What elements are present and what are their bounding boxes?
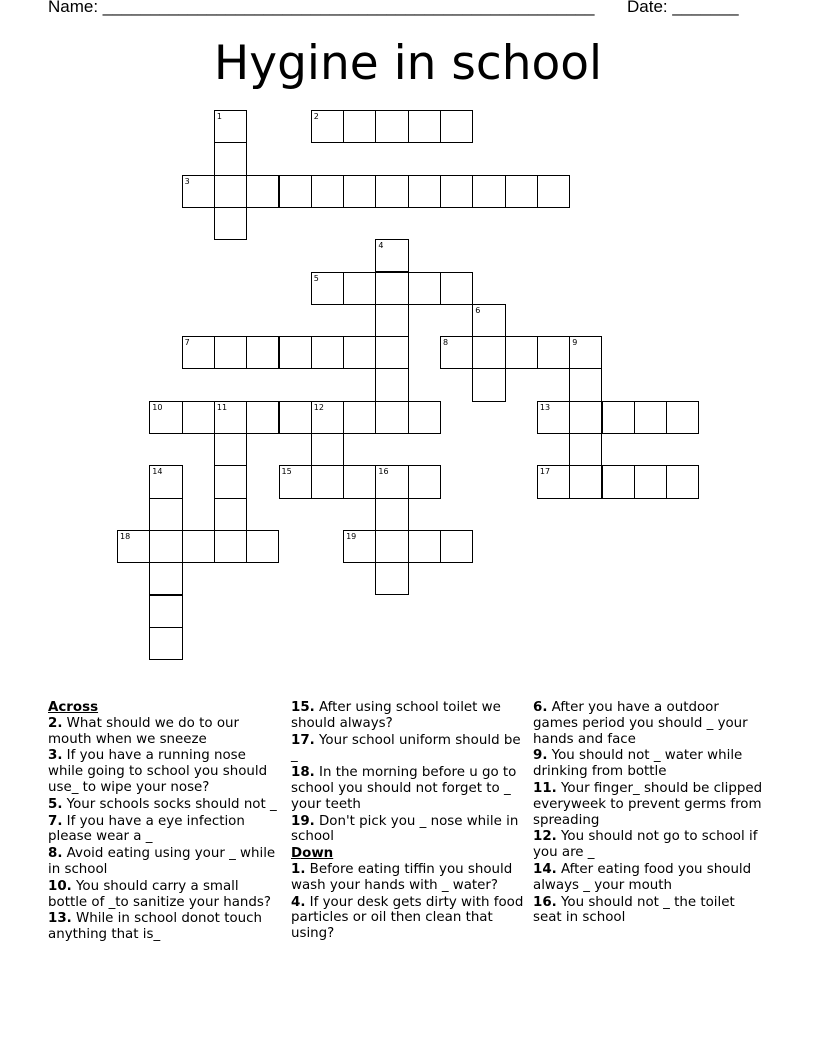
grid-cell[interactable] xyxy=(408,465,441,498)
clue-number: 7 xyxy=(184,338,190,348)
grid-cell[interactable] xyxy=(537,401,570,434)
grid-cell[interactable] xyxy=(214,401,247,434)
grid-cell[interactable] xyxy=(149,530,182,563)
clue-number: 4 xyxy=(378,241,384,251)
clue-number: 9 xyxy=(572,338,578,348)
clue-across-7: 7. If you have a eye infection please wear a _ xyxy=(48,813,245,845)
grid-cell[interactable] xyxy=(408,110,441,143)
grid-cell[interactable] xyxy=(214,207,247,240)
grid-cell[interactable] xyxy=(182,175,215,208)
grid-cell[interactable] xyxy=(311,465,344,498)
grid-cell[interactable] xyxy=(537,336,570,369)
grid-cell[interactable] xyxy=(343,272,376,305)
grid-cell[interactable] xyxy=(214,175,247,208)
clue-number: 6 xyxy=(475,305,481,315)
grid-cell[interactable] xyxy=(375,304,408,337)
grid-cell[interactable] xyxy=(149,498,182,531)
grid-cell[interactable] xyxy=(149,562,182,595)
grid-cell[interactable] xyxy=(408,175,441,208)
clues-column-2 xyxy=(291,700,525,943)
grid-cell[interactable] xyxy=(214,110,247,143)
grid-cell[interactable] xyxy=(472,368,505,401)
grid-cell[interactable] xyxy=(569,368,602,401)
grid-cell[interactable] xyxy=(375,175,408,208)
grid-cell[interactable] xyxy=(408,401,441,434)
grid-cell[interactable] xyxy=(311,272,344,305)
grid-cell[interactable] xyxy=(375,530,408,563)
grid-cell[interactable] xyxy=(311,433,344,466)
grid-cell[interactable] xyxy=(505,175,538,208)
clue-number: 14 xyxy=(152,467,163,477)
grid-cell[interactable] xyxy=(311,401,344,434)
grid-cell[interactable] xyxy=(472,175,505,208)
grid-cell[interactable] xyxy=(149,627,182,660)
clue-across-19: 19. Don't pick you _ nose while in school xyxy=(291,813,519,845)
grid-cell[interactable] xyxy=(214,530,247,563)
grid-cell[interactable] xyxy=(182,336,215,369)
grid-cell[interactable] xyxy=(214,498,247,531)
clue-down-6: 6. After you have a outdoor games period you should _ your hands and face xyxy=(533,700,748,747)
grid-cell[interactable] xyxy=(279,336,312,369)
grid-cell[interactable] xyxy=(279,465,312,498)
grid-cell[interactable] xyxy=(375,272,408,305)
grid-cell[interactable] xyxy=(149,465,182,498)
clue-number: 12 xyxy=(313,402,324,412)
clues-column-3 xyxy=(533,700,767,927)
clue-number: 17 xyxy=(539,467,551,477)
grid-cell[interactable] xyxy=(343,401,376,434)
grid-cell[interactable] xyxy=(375,465,408,498)
grid-cell[interactable] xyxy=(311,110,344,143)
grid-cell[interactable] xyxy=(408,530,441,563)
clue-number: 10 xyxy=(152,402,163,412)
grid-cell[interactable] xyxy=(440,336,473,369)
clue-down-11: 11. Your finger_ should be clipped everyweek to prevent germs from spreading xyxy=(533,780,763,828)
clue-number: 2 xyxy=(313,112,319,121)
grid-cell[interactable] xyxy=(569,465,602,498)
clue-across-8: 8. Avoid eating using your _ while in school xyxy=(48,846,276,877)
grid-cell[interactable] xyxy=(279,175,312,208)
grid-cell[interactable] xyxy=(343,465,376,498)
grid-cell[interactable] xyxy=(343,110,376,143)
name-field-label: Name: ____________________________________________________ xyxy=(48,0,595,16)
grid-cell[interactable] xyxy=(149,595,182,628)
grid-cell[interactable] xyxy=(505,336,538,369)
clue-number: 1 xyxy=(216,112,222,121)
grid-cell[interactable] xyxy=(569,433,602,466)
grid-cell[interactable] xyxy=(279,401,312,434)
clue-number: 19 xyxy=(346,531,357,541)
across-heading: Across xyxy=(48,700,99,715)
grid-cell[interactable] xyxy=(214,433,247,466)
grid-cell[interactable] xyxy=(375,401,408,434)
clue-across-15: 15. After using school toilet we should always? xyxy=(291,700,501,731)
clue-across-13: 13. While in school donot touch anything that is_ xyxy=(48,911,262,943)
grid-cell[interactable] xyxy=(569,336,602,369)
grid-cell[interactable] xyxy=(343,175,376,208)
grid-cell[interactable] xyxy=(408,272,441,305)
grid-cell[interactable] xyxy=(214,142,247,175)
clue-down-12: 12. You should not go to school if you are _ xyxy=(533,829,758,861)
grid-cell[interactable] xyxy=(440,272,473,305)
clue-number: 5 xyxy=(313,273,319,283)
grid-cell[interactable] xyxy=(634,465,667,498)
grid-cell[interactable] xyxy=(666,465,699,498)
clue-down-1: 1. Before eating tiffin you should wash your hands with _ water? xyxy=(291,861,513,893)
clue-down-9: 9. You should not _ water while drinking from bottle xyxy=(533,748,743,780)
grid-cell[interactable] xyxy=(666,401,699,434)
clue-number: 15 xyxy=(281,467,292,477)
down-heading: Down xyxy=(291,846,334,862)
grid-cell[interactable] xyxy=(375,498,408,531)
clue-number: 8 xyxy=(443,338,449,348)
grid-cell[interactable] xyxy=(440,530,473,563)
grid-cell[interactable] xyxy=(375,368,408,401)
grid-cell[interactable] xyxy=(246,336,279,369)
grid-cell[interactable] xyxy=(246,530,279,563)
grid-cell[interactable] xyxy=(472,304,505,337)
clue-down-4: 4. If your desk gets dirty with food particles or oil then clean that using? xyxy=(291,894,524,942)
grid-cell[interactable] xyxy=(117,530,150,563)
clue-number: 18 xyxy=(120,531,131,541)
grid-cell[interactable] xyxy=(214,465,247,498)
grid-cell[interactable] xyxy=(311,336,344,369)
clue-across-2: 2. What should we do to our mouth when we sneeze xyxy=(48,715,240,747)
grid-cell[interactable] xyxy=(537,175,570,208)
grid-cell[interactable] xyxy=(182,530,215,563)
grid-cell[interactable] xyxy=(634,401,667,434)
clue-number: 3 xyxy=(184,176,190,186)
grid-cell[interactable] xyxy=(375,110,408,143)
clue-across-3: 3. If you have a running nose while going to school you should use_ to wipe your nose? xyxy=(48,748,268,795)
clue-number: 13 xyxy=(539,402,551,412)
grid-cell[interactable] xyxy=(311,175,344,208)
grid-cell[interactable] xyxy=(440,175,473,208)
grid-cell[interactable] xyxy=(246,401,279,434)
grid-cell[interactable] xyxy=(440,110,473,143)
clue-across-10: 10. You should carry a small bottle of _to sanitize your hands? xyxy=(48,878,271,910)
grid-cell[interactable] xyxy=(246,175,279,208)
grid-cell[interactable] xyxy=(375,239,408,272)
clue-across-5: 5. Your schools socks should not _ xyxy=(48,796,277,812)
grid-cell[interactable] xyxy=(569,401,602,434)
puzzle-title: Hygine in school xyxy=(213,36,603,91)
grid-cell[interactable] xyxy=(602,465,635,498)
date-field-label: Date: _______ xyxy=(627,0,739,16)
grid-cell[interactable] xyxy=(537,465,570,498)
clue-down-16: 16. You should not _ the toilet seat in school xyxy=(533,894,735,926)
grid-cell[interactable] xyxy=(472,336,505,369)
clue-across-17: 17. Your school uniform should be _ xyxy=(291,732,521,764)
grid-cell[interactable] xyxy=(343,336,376,369)
grid-cell[interactable] xyxy=(375,336,408,369)
grid-cell[interactable] xyxy=(343,530,376,563)
clues-column-1 xyxy=(48,700,282,944)
clue-number: 11 xyxy=(216,402,228,412)
clue-down-14: 14. After eating food you should always _ your mouth xyxy=(533,861,752,893)
clue-across-18: 18. In the morning before u go to school you should not forget to _ your teeth xyxy=(291,765,517,812)
grid-cell[interactable] xyxy=(602,401,635,434)
grid-cell[interactable] xyxy=(375,562,408,595)
grid-cell[interactable] xyxy=(149,401,182,434)
grid-cell[interactable] xyxy=(182,401,215,434)
clue-number: 16 xyxy=(378,467,389,477)
grid-cell[interactable] xyxy=(214,336,247,369)
